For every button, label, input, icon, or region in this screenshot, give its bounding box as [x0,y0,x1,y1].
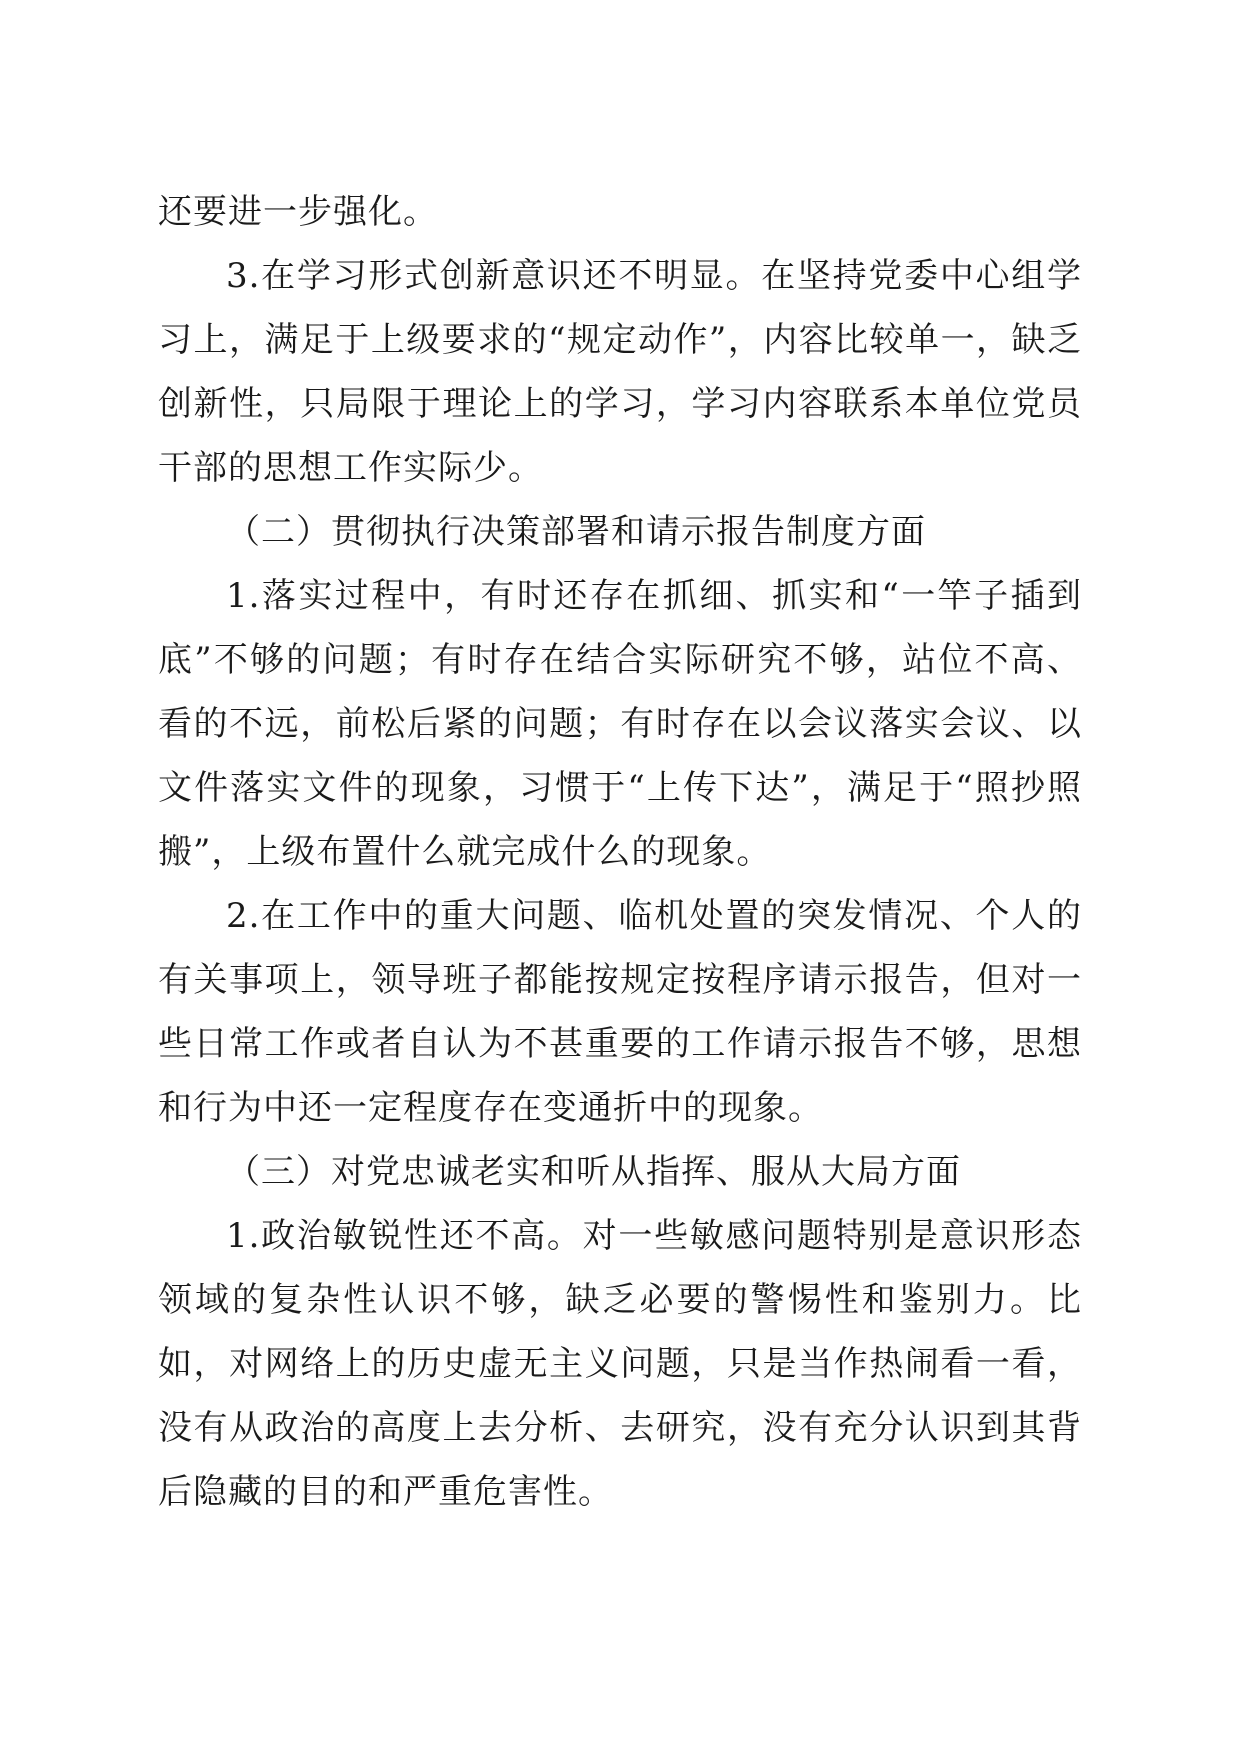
paragraph-item-2-reporting: 2.在工作中的重大问题、临机处置的突发情况、个人的有关事项上，领导班子都能按规定按程序请示报告，但对一些日常工作或者自认为不甚重要的工作请示报告不够，思想和行为中还一定程度存在变通折中的现象。 [158,896,1082,1128]
paragraph-continuation: 还要进一步强化。 [158,192,438,232]
paragraph-item-1-political-sensitivity: 1.政治敏锐性还不高。对一些敏感问题特别是意识形态领域的复杂性认识不够，缺乏必要的警惕性和鉴别力。比如，对网络上的历史虚无主义问题，只是当作热闹看一看，没有从政治的高度上去分析、去研究，没有充分认识到其背后隐藏的目的和严重危害性。 [158,1216,1082,1512]
document-body [158,180,1082,1524]
paragraph-item-3-learning-form: 3.在学习形式创新意识还不明显。在坚持党委中心组学习上，满足于上级要求的“规定动作”，内容比较单一，缺乏创新性，只局限于理论上的学习，学习内容联系本单位党员干部的思想工作实际少。 [158,256,1082,488]
paragraph-item-1-implementation: 1.落实过程中，有时还存在抓细、抓实和“一竿子插到底”不够的问题；有时存在结合实际研究不够，站位不高、看的不远，前松后紧的问题；有时存在以会议落实会议、以文件落实文件的现象，习惯于“上传下达”，满足于“照抄照搬”，上级布置什么就完成什么的现象。 [158,576,1082,872]
section-heading-2: （二）贯彻执行决策部署和请示报告制度方面 [226,512,926,552]
section-heading-3: （三）对党忠诚老实和听从指挥、服从大局方面 [226,1152,961,1192]
